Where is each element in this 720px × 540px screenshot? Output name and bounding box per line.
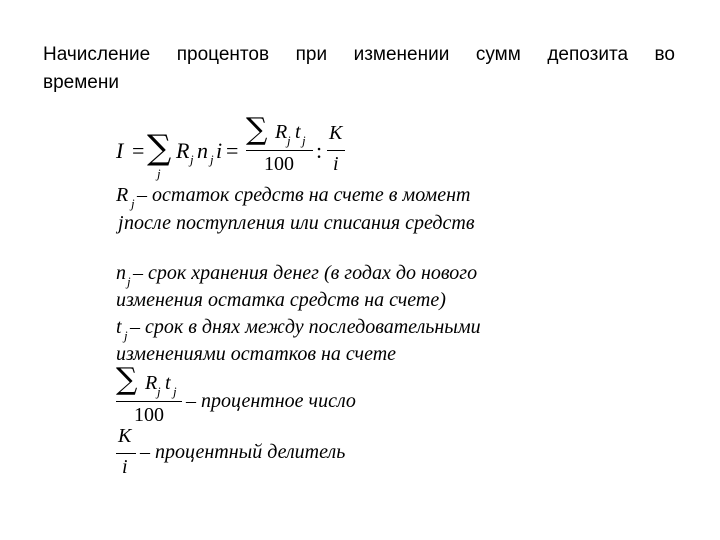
pn-R-sub: j — [157, 384, 161, 399]
def-Rj-cont-text: после поступления или списания средств — [124, 212, 475, 234]
formula-eq1: = — [132, 138, 145, 163]
pn-text: – процентное число — [186, 390, 356, 412]
formula-n: n — [197, 138, 208, 163]
formula-R: R — [176, 138, 190, 163]
def-tj-symbol: t — [116, 316, 122, 338]
def-tj-cont: изменениями остатков на счете — [116, 343, 397, 365]
pn-t: t — [165, 372, 171, 394]
def-nj-symbol: n — [116, 262, 126, 284]
sum-sign: ∑ — [147, 128, 172, 168]
pd-i: i — [122, 456, 128, 478]
pn-denominator: 100 — [134, 404, 164, 426]
fraction-denominator: 100 — [264, 153, 294, 175]
def-Rj-sub: j — [131, 196, 135, 211]
pn-sum-sign: ∑ — [116, 362, 138, 397]
formula-colon: : — [316, 138, 323, 163]
formula-R-sub: j — [190, 152, 194, 167]
fraction-sum-sign: ∑ — [246, 112, 268, 147]
fraction-bar — [246, 150, 313, 151]
def-Rj-cont-symbol: j — [118, 212, 124, 234]
def-nj-sub: j — [127, 274, 131, 289]
pd-K: K — [118, 425, 132, 447]
pn-bar — [116, 401, 182, 402]
pn-R: R — [145, 372, 158, 394]
divisor-K: K — [329, 122, 343, 144]
slide-title — [43, 41, 675, 97]
pd-text: – процентный делитель — [140, 441, 346, 463]
formula-I: I — [116, 138, 124, 163]
divisor-bar — [327, 150, 345, 151]
def-nj-text: – срок хранения денег (в годах до нового — [133, 262, 478, 284]
title-line-2: времени — [43, 72, 119, 93]
def-Rj-text: – остаток средств на счете в момент — [137, 184, 471, 206]
fraction-t-sub: j — [302, 133, 306, 148]
divisor-i: i — [333, 153, 339, 175]
formula-eq2: = — [226, 138, 239, 163]
pn-t-sub: j — [173, 384, 177, 399]
formula-i: i — [216, 138, 223, 163]
formula-n-sub: j — [210, 152, 214, 167]
title-line-1: Начисление процентов при изменении сумм депозита во — [43, 44, 675, 65]
def-tj-text: – срок в днях между последовательными — [130, 316, 481, 338]
def-Rj-symbol: R — [116, 184, 129, 206]
def-tj-sub: j — [124, 328, 128, 343]
fraction-R: R — [275, 121, 288, 143]
def-nj-cont: изменения остатка средств на счете) — [116, 289, 446, 311]
fraction-R-sub: j — [287, 133, 291, 148]
pd-bar — [116, 453, 136, 454]
fraction-t: t — [295, 121, 301, 143]
sum-index-j: j — [157, 166, 161, 181]
